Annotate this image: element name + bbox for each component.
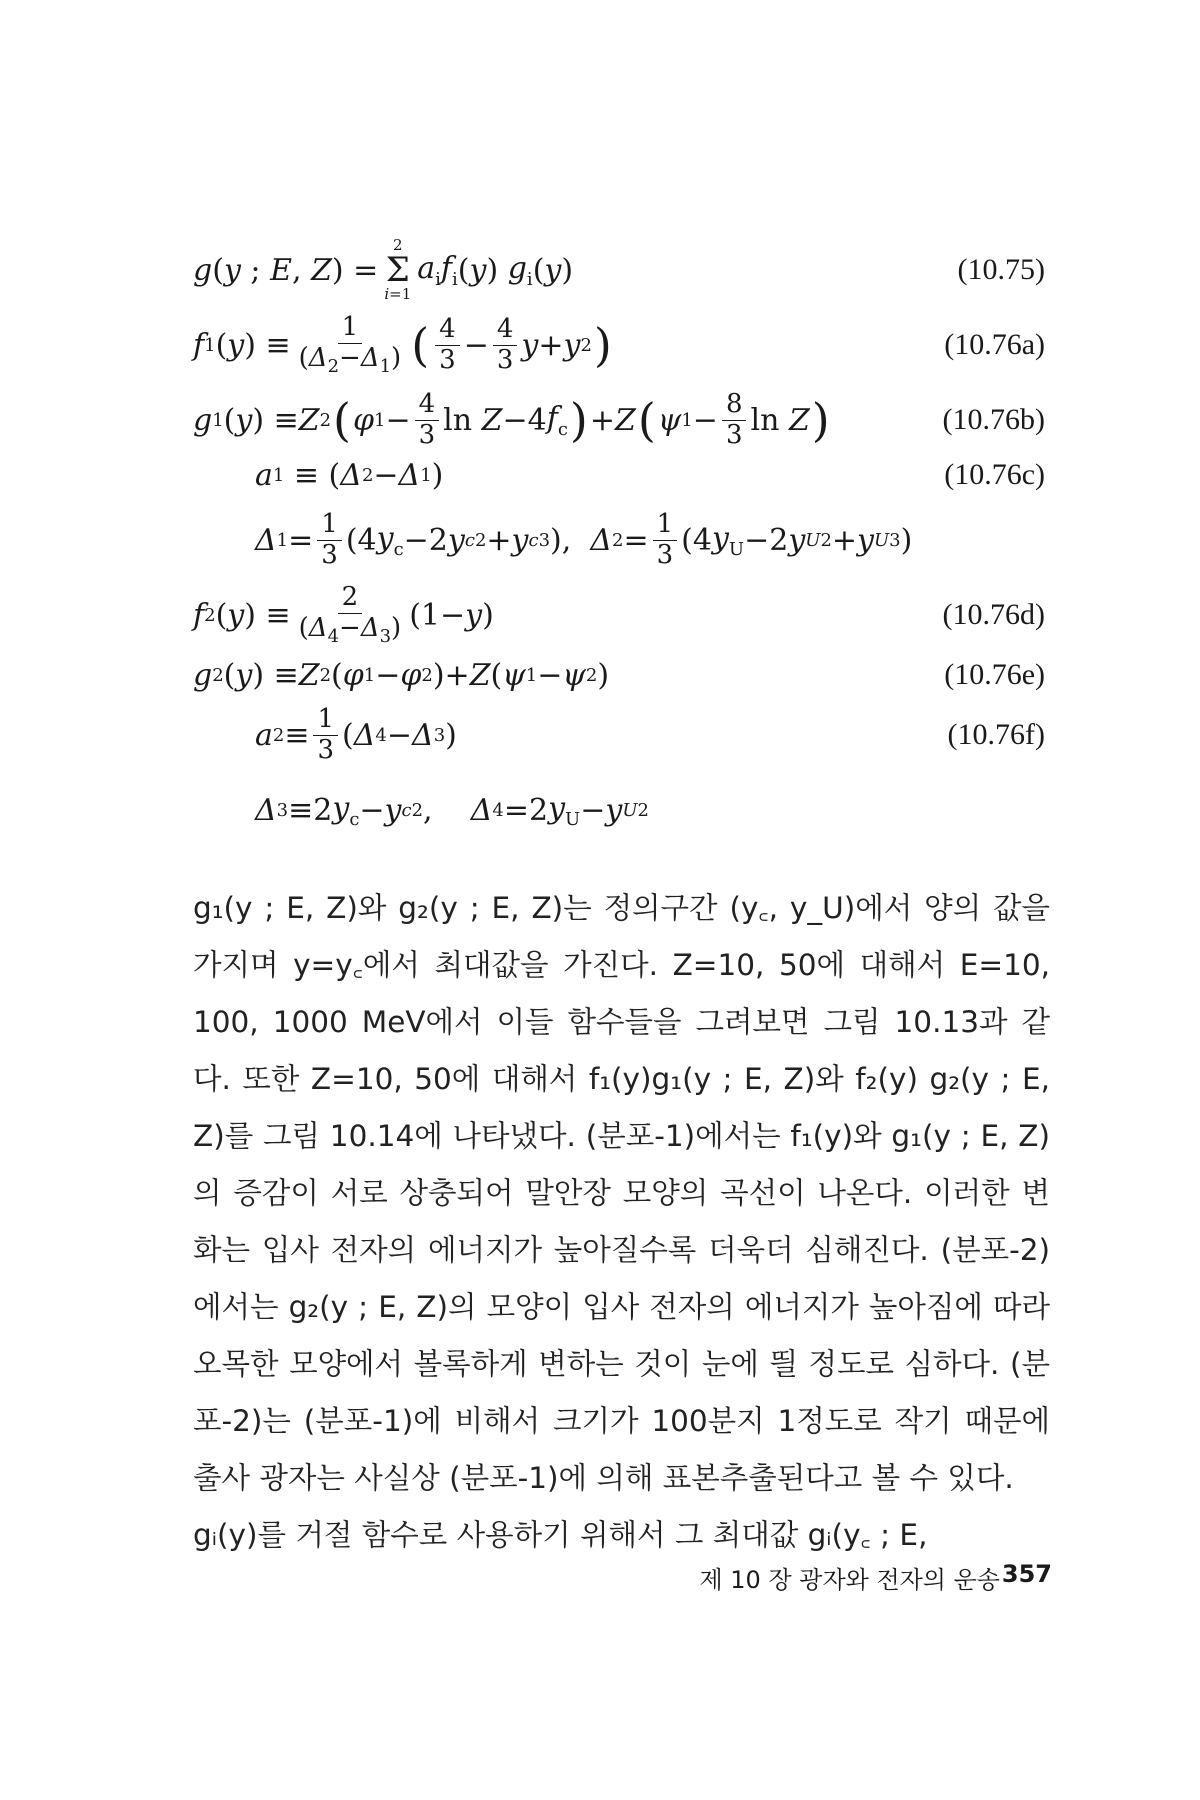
paragraph-1: g₁(y ; E, Z)와 g₂(y ; E, Z)는 정의구간 (y꜀, y_U)에서 양의 값을 가지며 y=y꜀에서 최대값을 가진다. Z=10, 50에 대해서 E=10, 100, 1000 MeV에서 이들 함수들을 그려보면 그림 10.13과 같다. 또한 Z=10, 50에 대해서 f₁(y)g₁(y ; E, Z)와 f₂(y) g₂(y ; E, Z)를 그림 10.14에 나타냈다. (분포-1)에서는 f₁(y)와 g₁(y ; E, Z)의 증감이 서로 상충되어 말안장 모양의 곡선이 나온다. 이러한 변화는 입사 전자의 에너지가 높아질수록 더욱더 심해진다. (분포-2)에서는 g₂(y ; E, Z)의 모양이 입사 전자의 에너지가 높아짐에 따라 오목한 모양에서 볼록하게 변하는 것이 눈에 띌 정도로 심하다. (분포-2)는 (분포-1)에 비해서 크기가 100분지 1정도로 작기 때문에 출사 광자는 사실상 (분포-1)에 의해 표본추출된다고 볼 수 있다. [193, 891, 1050, 1495]
equation-number: (10.75) [957, 253, 1045, 286]
page-number: 357 [1001, 1560, 1052, 1588]
equation-number: (10.76d) [942, 598, 1045, 631]
equation-body: g 2 ( y ) ≡ Z 2 ( φ 1 − φ 2 )+ Z ( ψ 1 − ψ 2 ) [193, 657, 610, 693]
paragraph-2: gᵢ(y)를 거절 함수로 사용하기 위해서 그 최대값 gᵢ(y꜀ ; E, [193, 1518, 928, 1552]
equation-number: (10.76b) [942, 403, 1045, 436]
equation-body: f 1 ( y ) ≡ $\frac{1}{(\Delta_2-\Delta_1)}$ ( $\frac{4}{3}$ − $\frac{4}{3}$ y + y 2 ) [193, 311, 612, 377]
equation-number: (10.76e) [944, 658, 1045, 691]
equation-body: Δ 3 ≡2 $y_c$ − y c 2 , Δ 4 =2 $y_U$ − y U 2 [255, 790, 649, 830]
equation-number: (10.76c) [944, 458, 1045, 491]
chapter-title: 제 10 장 광자와 전자의 운송 [699, 1566, 1000, 1594]
equation-10-76f [0, 700, 1200, 770]
equation-body: g 1 ( y ) ≡ Z 2 ( φ 1 − $\frac{4}{3}$ ln Z −4 $f_c$ ) + Z ( ψ 1 − $\frac{8}{3}$ ln Z ) [193, 388, 830, 450]
equation-delta34 [0, 775, 1200, 845]
equation-body: Δ 1 = $\frac{1}{3}$ (4 $y_c$ −2 y c 2 + y c 3 ), Δ 2 = $\frac{1}{3}$ (4 $y_U$ −2 y U 2 + y U 3 ) [255, 508, 913, 570]
equation-body: f 2 ( y ) ≡ $\frac{2}{(\Delta_4-\Delta_3)}$ (1− y ) [193, 581, 494, 647]
equation-10-75 [0, 235, 1200, 305]
equation-body: g ( y ; E , Z ) = 2 Σ i=1 $a_if_i$ ( y ) $g_i$ ( y ) [193, 236, 574, 303]
equation-10-76a [0, 310, 1200, 380]
equation-number: (10.76f) [947, 718, 1045, 751]
equation-body: a 2 ≡ $\frac{1}{3}$ ( Δ 4 − Δ 3 ) [255, 703, 457, 765]
equation-10-76c [0, 440, 1200, 510]
body-text [193, 880, 1050, 1564]
equation-number: (10.76a) [944, 328, 1045, 361]
equation-delta12 [0, 505, 1200, 575]
equation-body: a 1 ≡ ( Δ 2 − Δ 1 ) [255, 457, 444, 493]
